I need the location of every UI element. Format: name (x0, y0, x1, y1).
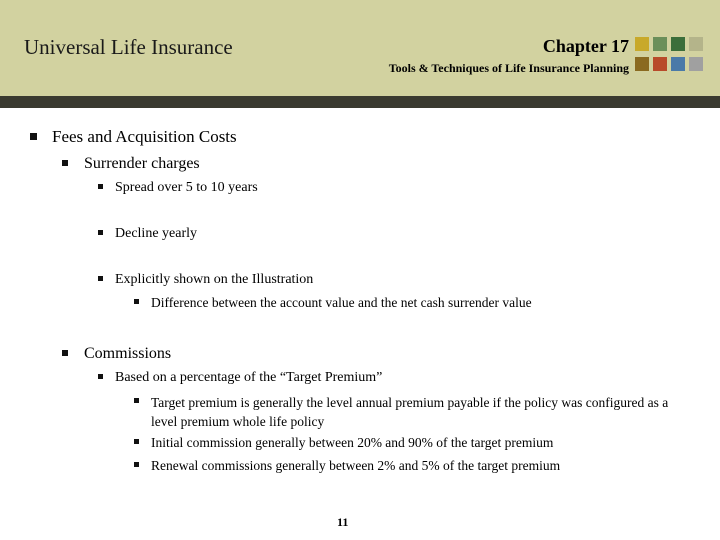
bullet-difference (134, 295, 532, 311)
bullet-text: Based on a percentage of the “Target Premium” (115, 370, 383, 385)
bullet-text: Fees and Acquisition Costs (52, 127, 237, 146)
chapter-label: Chapter 17 (542, 36, 629, 56)
bullet-decline (98, 226, 197, 242)
bullet-text: Renewal commissions generally between 2% and 5% of the target premium (151, 458, 561, 473)
bullet-marker (98, 374, 103, 379)
bullet-text: Spread over 5 to 10 years (115, 180, 258, 195)
bullet-text: Difference between the account value and the net cash surrender value (151, 295, 532, 310)
bullet-marker (134, 299, 139, 304)
bullet-marker (134, 439, 139, 444)
bullet-marker (62, 160, 68, 166)
bullet-explicit (98, 272, 313, 288)
bullet-renewal (134, 458, 560, 474)
bullet-text: Commissions (84, 345, 172, 362)
bullet-surrender (62, 155, 200, 173)
bullet-marker (98, 230, 103, 235)
bullet-based (98, 370, 382, 386)
page-number: 11 (337, 515, 349, 529)
bullet-text: Target premium is generally the level annual premium payable if the policy was configured as a level premium whole life policy (151, 395, 669, 429)
bullet-target (134, 393, 671, 431)
bullet-text: Initial commission generally between 20% and 90% of the target premium (151, 435, 554, 450)
bullet-marker (134, 462, 139, 467)
bullet-marker (98, 276, 103, 281)
slide-title: Universal Life Insurance (24, 35, 233, 59)
bullet-text: Decline yearly (115, 226, 198, 241)
bullet-marker (98, 184, 103, 189)
bullet-spread (98, 180, 258, 196)
bullet-marker (30, 133, 37, 140)
bullet-text: Explicitly shown on the Illustration (115, 272, 314, 287)
bullet-marker (62, 350, 68, 356)
bullet-commissions (62, 345, 171, 363)
bullet-initial (134, 435, 553, 451)
bullet-fees (30, 127, 237, 147)
chapter-subtitle: Tools & Techniques of Life Insurance Planning (388, 61, 629, 75)
bullet-marker (134, 398, 139, 403)
bullet-text: Surrender charges (84, 155, 200, 172)
